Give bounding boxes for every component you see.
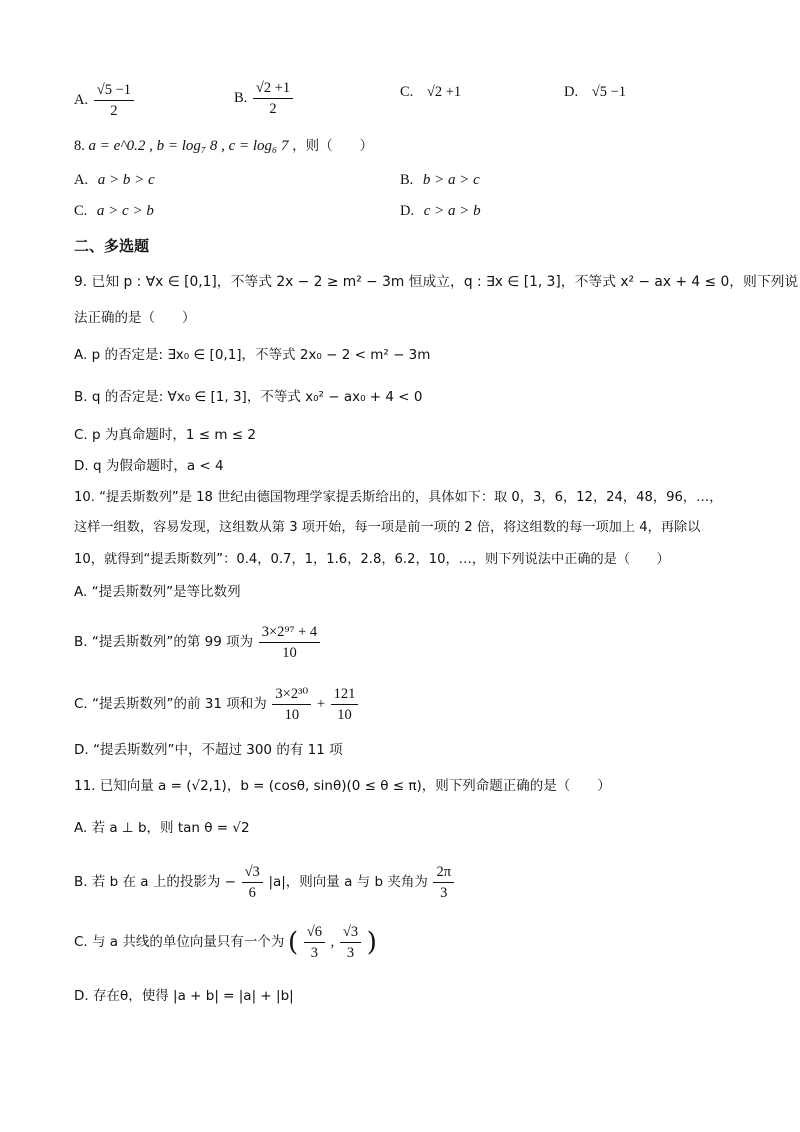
option-text: C. 与 a 共线的单位向量只有一个为	[74, 933, 285, 950]
option-label: C.	[400, 84, 414, 100]
option-value: a > c > b	[96, 203, 154, 219]
question-text: ，则（ ）	[292, 138, 374, 154]
q10-option-a: A. “提丢斯数列”是等比数列	[74, 584, 241, 600]
q9-stem-line2: 法正确的是（ ）	[74, 310, 196, 326]
fraction	[331, 684, 359, 725]
q10-stem-line2: 这样一组数，容易发现，这组数从第 3 项开始，每一项是前一项的 2 倍，将这组数的每一项加上 4，再除以	[74, 520, 701, 535]
option-label: C.	[74, 203, 88, 219]
q9-option-c: C. p 为真命题时，1 ≤ m ≤ 2	[74, 427, 256, 443]
fraction	[340, 922, 361, 963]
option-text: B. “提丢斯数列”的第 99 项为	[74, 633, 254, 650]
question-number: 8.	[74, 138, 85, 154]
plus-sign: +	[316, 695, 326, 712]
q10-stem-line1: 10. “提丢斯数列”是 18 世纪由德国物理学家提丢斯给出的，具体如下：取 0，3，6，12，24，48，96，…，	[74, 490, 723, 505]
q8-option-d	[400, 203, 481, 220]
q7-option-b	[234, 78, 295, 119]
option-value: √2 +1	[426, 84, 462, 100]
option-value: √5 −1	[591, 84, 626, 100]
fraction	[242, 862, 263, 903]
q10-option-d: D. “提丢斯数列”中，不超过 300 的有 11 项	[74, 742, 343, 758]
q10-option-c	[74, 684, 360, 725]
numerator: 2π	[433, 862, 454, 883]
question-math: a = e^0.2 , b = log₇ 8 , c = log₆ 7	[88, 138, 289, 154]
numerator: √3	[340, 922, 361, 943]
q11-option-c	[74, 922, 377, 963]
denominator: 3	[346, 945, 355, 961]
q10-stem-line3: 10，就得到“提丢斯数列”：0.4，0.7，1，1.6，2.8，6.2，10，…，则下列说法中正确的是（ ）	[74, 552, 670, 567]
numerator: 3×2³⁰	[272, 684, 311, 705]
option-value: b > a > c	[422, 172, 480, 188]
fraction	[304, 922, 325, 963]
option-label: D.	[564, 84, 579, 100]
fraction	[259, 622, 320, 663]
q11-option-d: D. 存在θ，使得 |a + b| = |a| + |b|	[74, 988, 294, 1004]
denominator: 3	[310, 945, 319, 961]
q8-option-c	[74, 203, 154, 220]
denominator: 2	[110, 103, 118, 119]
fraction	[272, 684, 311, 725]
left-paren: (	[288, 927, 299, 958]
numerator: √3	[242, 862, 263, 883]
q7-option-c	[400, 84, 461, 101]
option-label: A.	[74, 172, 89, 188]
option-label: B.	[400, 172, 414, 188]
q7-option-a	[74, 80, 136, 121]
fraction	[253, 78, 293, 119]
denominator: 2	[269, 101, 277, 117]
numerator: √6	[304, 922, 325, 943]
q9-option-d: D. q 为假命题时，a < 4	[74, 458, 224, 474]
section-title: 二、多选题	[74, 237, 150, 255]
q8-option-b	[400, 172, 480, 189]
numerator: 121	[331, 684, 359, 705]
q11-option-b	[74, 862, 456, 903]
q11-stem: 11. 已知向量 a = (√2,1)，b = (cosθ, sinθ)(0 ≤ θ ≤ π)，则下列命题正确的是（ ）	[74, 778, 611, 794]
option-label: A.	[74, 91, 89, 108]
comma: ,	[330, 933, 335, 950]
option-text: B. 若 b 在 a 上的投影为 −	[74, 873, 236, 890]
option-text: |a|，则向量 a 与 b 夹角为	[268, 873, 428, 890]
option-value: c > a > b	[423, 203, 481, 219]
right-paren: )	[366, 927, 377, 958]
option-label: B.	[234, 89, 248, 106]
option-value: a > b > c	[97, 172, 155, 188]
q9-option-b: B. q 的否定是: ∀x₀ ∈ [1, 3]，不等式 x₀² − ax₀ + 4 < 0	[74, 389, 423, 405]
fraction	[94, 80, 134, 121]
denominator: 10	[282, 645, 297, 661]
q9-stem-line1: 9. 已知 p : ∀x ∈ [0,1]，不等式 2x − 2 ≥ m² − 3m 恒成立，q : ∃x ∈ [1, 3]，不等式 x² − ax + 4 ≤ 0，则下列说	[74, 274, 799, 290]
fraction	[433, 862, 454, 903]
q11-option-a: A. 若 a ⊥ b，则 tan θ = √2	[74, 820, 250, 836]
option-text: C. “提丢斯数列”的前 31 项和为	[74, 695, 267, 712]
q9-option-a: A. p 的否定是: ∃x₀ ∈ [0,1]，不等式 2x₀ − 2 < m² − 3m	[74, 347, 431, 363]
option-label: D.	[400, 203, 415, 219]
denominator: 3	[440, 885, 448, 901]
denominator: 10	[337, 707, 352, 723]
q7-option-d	[564, 84, 626, 101]
q10-option-b	[74, 622, 322, 663]
q8-option-a	[74, 172, 155, 189]
q8-stem	[74, 136, 373, 156]
numerator: √2 +1	[253, 78, 293, 99]
numerator: 3×2⁹⁷ + 4	[259, 622, 320, 643]
denominator: 10	[284, 707, 300, 723]
denominator: 6	[248, 885, 256, 901]
numerator: √5 −1	[94, 80, 134, 101]
